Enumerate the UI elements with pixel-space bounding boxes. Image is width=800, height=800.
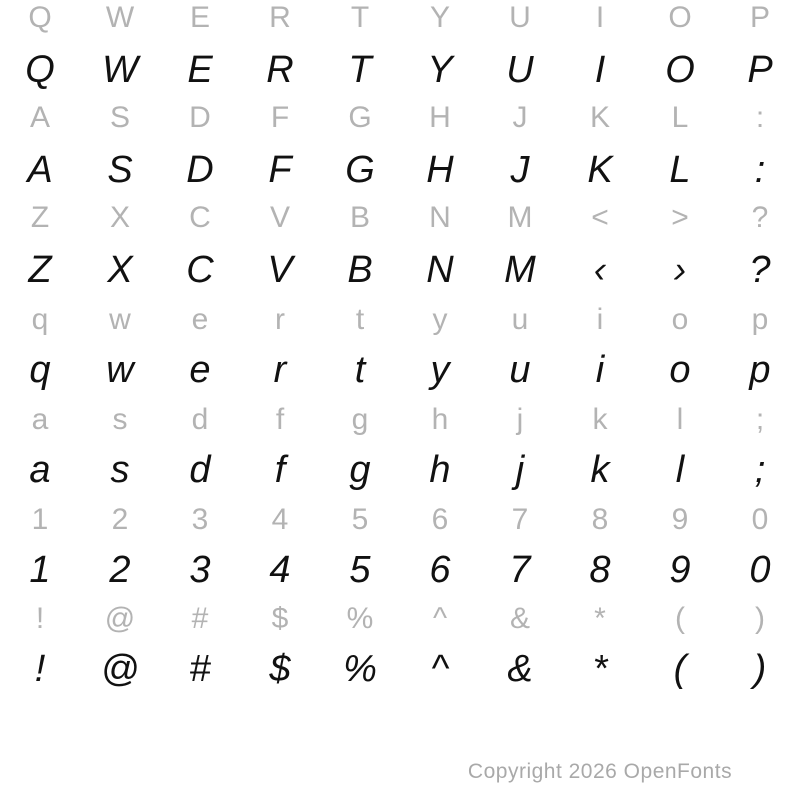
glyph-cell: o (671, 303, 689, 336)
glyph-cell: y (430, 348, 450, 391)
glyph-cell: A (27, 148, 53, 191)
glyph-cell: t (355, 303, 365, 336)
glyph-cell: D (189, 101, 211, 134)
glyph-cell: w (109, 303, 131, 336)
glyph-row (0, 295, 800, 345)
glyph-cell: I (595, 1, 605, 34)
glyph-cell: ( (673, 647, 687, 690)
glyph-cell: q (31, 303, 49, 336)
glyph-cell: g (351, 403, 369, 436)
glyph-row (0, 345, 800, 395)
glyph-cell: 0 (749, 548, 771, 591)
glyph-cell: r (273, 348, 287, 391)
glyph-cell: ( (675, 602, 685, 635)
glyph-cell: % (346, 602, 374, 635)
glyph-cell: P (749, 1, 770, 34)
glyph-cell: a (31, 403, 49, 436)
glyph-cell: w (106, 348, 134, 391)
glyph-cell: 7 (511, 503, 529, 536)
glyph-cell: 1 (31, 503, 49, 536)
glyph-cell: s (112, 403, 128, 436)
glyph-cell: F (270, 101, 290, 134)
glyph-cell: E (187, 48, 213, 91)
glyph-cell: s (110, 448, 130, 491)
glyph-cell: X (107, 248, 133, 291)
glyph-cell: G (345, 148, 375, 191)
glyph-cell: B (347, 248, 373, 291)
glyph-cell: C (186, 248, 214, 291)
glyph-cell: q (29, 348, 51, 391)
glyph-cell: T (348, 48, 372, 91)
glyph-cell: ? (751, 201, 769, 234)
glyph-cell: y (432, 303, 448, 336)
glyph-row (0, 594, 800, 644)
glyph-cell: 0 (751, 503, 769, 536)
glyph-cell: 1 (29, 548, 51, 591)
glyph-row (0, 495, 800, 545)
glyph-cell: 9 (669, 548, 691, 591)
glyph-cell: : (754, 148, 766, 191)
glyph-cell: $ (269, 647, 291, 690)
glyph-cell: : (755, 101, 765, 134)
glyph-cell: N (429, 201, 451, 234)
glyph-cell: F (268, 148, 292, 191)
glyph-cell: & (509, 602, 530, 635)
glyph-cell: p (751, 303, 769, 336)
glyph-cell: Y (429, 1, 450, 34)
glyph-cell: a (29, 448, 51, 491)
glyph-cell: j (516, 403, 524, 436)
glyph-row (0, 445, 800, 495)
glyph-cell: R (266, 48, 294, 91)
glyph-cell: @ (104, 602, 136, 635)
glyph-row (0, 644, 800, 694)
glyph-cell: * (592, 647, 608, 690)
glyph-cell: ^ (431, 647, 449, 690)
glyph-cell: u (511, 303, 529, 336)
glyph-cell: 5 (351, 503, 369, 536)
glyph-cell: t (354, 348, 366, 391)
glyph-cell: 8 (591, 503, 609, 536)
glyph-cell: O (668, 1, 692, 34)
glyph-cell: L (669, 148, 691, 191)
glyph-cell: › (673, 248, 687, 291)
glyph-cell: S (107, 148, 133, 191)
glyph-cell: 8 (589, 548, 611, 591)
glyph-cell: $ (271, 602, 289, 635)
glyph-cell: ; (754, 448, 766, 491)
glyph-cell: < (591, 201, 609, 234)
glyph-cell: W (102, 48, 138, 91)
glyph-cell: 6 (431, 503, 449, 536)
glyph-cell: l (675, 448, 685, 491)
glyph-cell: I (594, 48, 606, 91)
glyph-cell: @ (100, 647, 140, 690)
glyph-cell: 7 (509, 548, 531, 591)
glyph-cell: Z (28, 248, 52, 291)
glyph-cell: ‹ (593, 248, 607, 291)
glyph-row (0, 245, 800, 295)
footer-copyright: Copyright 2026 OpenFonts (467, 760, 733, 783)
glyph-cell: d (191, 403, 209, 436)
glyph-cell: ; (755, 403, 765, 436)
glyph-cell: e (191, 303, 209, 336)
glyph-row (0, 193, 800, 243)
glyph-cell: K (587, 148, 613, 191)
glyph-cell: U (506, 48, 534, 91)
glyph-cell: O (665, 48, 695, 91)
glyph-cell: ! (35, 602, 45, 635)
glyph-cell: d (189, 448, 211, 491)
glyph-cell: l (676, 403, 684, 436)
glyph-cell: 3 (191, 503, 209, 536)
glyph-cell: 6 (429, 548, 451, 591)
glyph-cell: M (507, 201, 533, 234)
glyph-cell: i (595, 348, 605, 391)
glyph-cell: g (349, 448, 371, 491)
glyph-row (0, 45, 800, 95)
glyph-cell: ? (749, 248, 771, 291)
glyph-cell: > (671, 201, 689, 234)
glyph-cell: V (267, 248, 293, 291)
glyph-cell: P (747, 48, 773, 91)
glyph-cell: ^ (432, 602, 448, 635)
glyph-cell: i (596, 303, 604, 336)
glyph-cell: W (105, 1, 135, 34)
glyph-cell: e (189, 348, 211, 391)
glyph-cell: ) (755, 602, 765, 635)
glyph-cell: ) (753, 647, 767, 690)
glyph-cell: j (515, 448, 525, 491)
glyph-cell: r (275, 303, 285, 336)
glyph-cell: U (509, 1, 531, 34)
glyph-cell: & (507, 647, 533, 690)
glyph-cell: Q (28, 1, 52, 34)
glyph-cell: L (671, 101, 689, 134)
glyph-cell: N (426, 248, 454, 291)
glyph-cell: # (189, 647, 211, 690)
glyph-cell: T (350, 1, 370, 34)
glyph-cell: J (512, 101, 528, 134)
glyph-cell: J (510, 148, 530, 191)
glyph-cell: 4 (269, 548, 291, 591)
glyph-cell: k (592, 403, 608, 436)
glyph-cell: R (269, 1, 291, 34)
glyph-cell: % (343, 647, 377, 690)
glyph-cell: p (749, 348, 771, 391)
glyph-cell: o (669, 348, 691, 391)
glyph-cell: Z (30, 201, 50, 234)
glyph-cell: f (274, 448, 286, 491)
glyph-cell: 2 (109, 548, 131, 591)
glyph-cell: E (189, 1, 210, 34)
glyph-cell: k (590, 448, 610, 491)
glyph-cell: V (269, 201, 290, 234)
glyph-cell: C (189, 201, 211, 234)
glyph-cell: 3 (189, 548, 211, 591)
glyph-cell: f (275, 403, 285, 436)
glyph-cell: * (594, 602, 606, 635)
glyph-cell: ! (34, 647, 46, 690)
glyph-cell: H (426, 148, 454, 191)
glyph-cell: 2 (111, 503, 129, 536)
glyph-row (0, 93, 800, 143)
glyph-cell: S (109, 101, 130, 134)
glyph-row (0, 145, 800, 195)
glyph-cell: H (429, 101, 451, 134)
glyph-cell: h (431, 403, 449, 436)
glyph-row (0, 395, 800, 445)
glyph-cell: Y (427, 48, 453, 91)
glyph-cell: 9 (671, 503, 689, 536)
glyph-cell: 5 (349, 548, 371, 591)
glyph-row (0, 0, 800, 43)
glyph-row (0, 545, 800, 595)
glyph-cell: 4 (271, 503, 289, 536)
glyph-cell: G (348, 101, 372, 134)
glyph-cell: B (349, 201, 370, 234)
glyph-cell: K (589, 101, 610, 134)
glyph-cell: Q (25, 48, 55, 91)
glyph-cell: h (429, 448, 451, 491)
glyph-cell: A (29, 101, 50, 134)
glyph-cell: u (509, 348, 531, 391)
glyph-cell: D (186, 148, 214, 191)
glyph-cell: # (191, 602, 209, 635)
glyph-cell: X (109, 201, 130, 234)
glyph-cell: M (504, 248, 536, 291)
